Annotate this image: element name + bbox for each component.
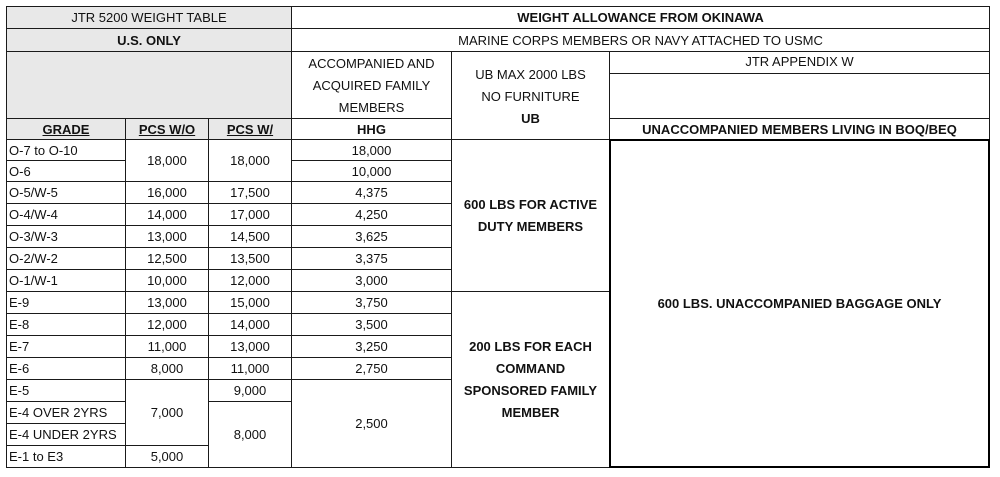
unaccompanied-note: 600 LBS. UNACCOMPANIED BAGGAGE ONLY: [609, 139, 990, 468]
grade-cell: E-8: [6, 313, 126, 336]
header-accompanied: [291, 51, 452, 119]
pcs-with-cell: 14,500: [208, 225, 292, 248]
ub-officers-note: [451, 139, 610, 292]
ub-enlisted-line-2: COMMAND: [495, 360, 566, 376]
accompanied-line-1: ACCOMPANIED AND: [308, 56, 435, 71]
left-subtitle: U.S. ONLY: [6, 28, 292, 52]
grade-cell: O-6: [6, 160, 126, 182]
grade-cell: E-5: [6, 379, 126, 402]
ub-line-2: NO FURNITURE: [481, 89, 580, 104]
grade-cell: O-4/W-4: [6, 203, 126, 226]
header-jtr-appendix: JTR APPENDIX W: [609, 51, 990, 74]
hhg-cell: 3,250: [291, 335, 452, 358]
pcs-without-cell: 8,000: [125, 357, 209, 380]
hhg-cell: 3,750: [291, 291, 452, 314]
ub-line-3: UB: [521, 111, 540, 126]
pcs-with-cell: 12,000: [208, 269, 292, 292]
pcs-without-cell: 11,000: [125, 335, 209, 358]
pcs-with-cell: 13,500: [208, 247, 292, 270]
left-header-blank: [6, 51, 292, 119]
grade-cell: O-7 to O-10: [6, 139, 126, 161]
hhg-cell: 3,500: [291, 313, 452, 336]
pcs-without-cell: 13,000: [125, 291, 209, 314]
hhg-cell: 10,000: [291, 160, 452, 182]
pcs-with-cell: 14,000: [208, 313, 292, 336]
header-pcs-with: PCS W/: [208, 118, 292, 140]
ub-enlisted-line-3: SPONSORED FAMILY: [463, 382, 598, 398]
ub-enlisted-line-4: MEMBER: [501, 404, 560, 420]
pcs-with-cell: 9,000: [208, 379, 292, 402]
header-ub: [451, 51, 610, 140]
pcs-with-cell: 15,000: [208, 291, 292, 314]
grade-cell: E-4 UNDER 2YRS: [6, 423, 126, 446]
hhg-cell: 18,000: [291, 139, 452, 161]
header-jtr-blank: [609, 73, 990, 119]
grade-cell: E-6: [6, 357, 126, 380]
pcs-with-cell: 17,000: [208, 203, 292, 226]
hhg-cell: 2,500: [291, 379, 452, 468]
pcs-without-cell: 12,500: [125, 247, 209, 270]
pcs-without-cell: 5,000: [125, 445, 209, 468]
header-grade: GRADE: [6, 118, 126, 140]
grade-cell: E-9: [6, 291, 126, 314]
hhg-cell: 2,750: [291, 357, 452, 380]
weight-table: [6, 6, 990, 468]
grade-cell: E-1 to E3: [6, 445, 126, 468]
grade-cell: O-3/W-3: [6, 225, 126, 248]
right-title: WEIGHT ALLOWANCE FROM OKINAWA: [291, 6, 990, 29]
left-title: JTR 5200 WEIGHT TABLE: [6, 6, 292, 29]
pcs-without-cell: 14,000: [125, 203, 209, 226]
grade-cell: O-1/W-1: [6, 269, 126, 292]
ub-officers-line-1: 600 LBS FOR ACTIVE: [463, 196, 598, 212]
pcs-without-cell: 7,000: [125, 379, 209, 446]
pcs-with-cell: 13,000: [208, 335, 292, 358]
grade-cell: O-5/W-5: [6, 181, 126, 204]
accompanied-line-3: MEMBERS: [338, 100, 405, 115]
pcs-with-cell: 8,000: [208, 401, 292, 468]
hhg-cell: 3,625: [291, 225, 452, 248]
pcs-without-cell: 10,000: [125, 269, 209, 292]
ub-line-1: UB MAX 2000 LBS: [475, 67, 586, 82]
header-hhg: HHG: [291, 118, 452, 140]
ub-enlisted-line-1: 200 LBS FOR EACH: [469, 338, 592, 354]
right-subtitle: MARINE CORPS MEMBERS OR NAVY ATTACHED TO USMC: [291, 28, 990, 52]
grade-cell: E-7: [6, 335, 126, 358]
pcs-without-cell: 13,000: [125, 225, 209, 248]
ub-enlisted-note: [451, 291, 610, 468]
pcs-with-cell: 11,000: [208, 357, 292, 380]
hhg-cell: 4,375: [291, 181, 452, 204]
grade-cell: O-2/W-2: [6, 247, 126, 270]
pcs-with-cell: 18,000: [208, 139, 292, 182]
header-pcs-without: PCS W/O: [125, 118, 209, 140]
pcs-without-cell: 16,000: [125, 181, 209, 204]
pcs-without-cell: 18,000: [125, 139, 209, 182]
pcs-with-cell: 17,500: [208, 181, 292, 204]
header-unaccompanied: UNACCOMPANIED MEMBERS LIVING IN BOQ/BEQ: [609, 118, 990, 140]
hhg-cell: 3,000: [291, 269, 452, 292]
hhg-cell: 3,375: [291, 247, 452, 270]
pcs-without-cell: 12,000: [125, 313, 209, 336]
grade-cell: E-4 OVER 2YRS: [6, 401, 126, 424]
ub-officers-line-2: DUTY MEMBERS: [477, 218, 584, 234]
accompanied-line-2: ACQUIRED FAMILY: [312, 78, 431, 93]
hhg-cell: 4,250: [291, 203, 452, 226]
